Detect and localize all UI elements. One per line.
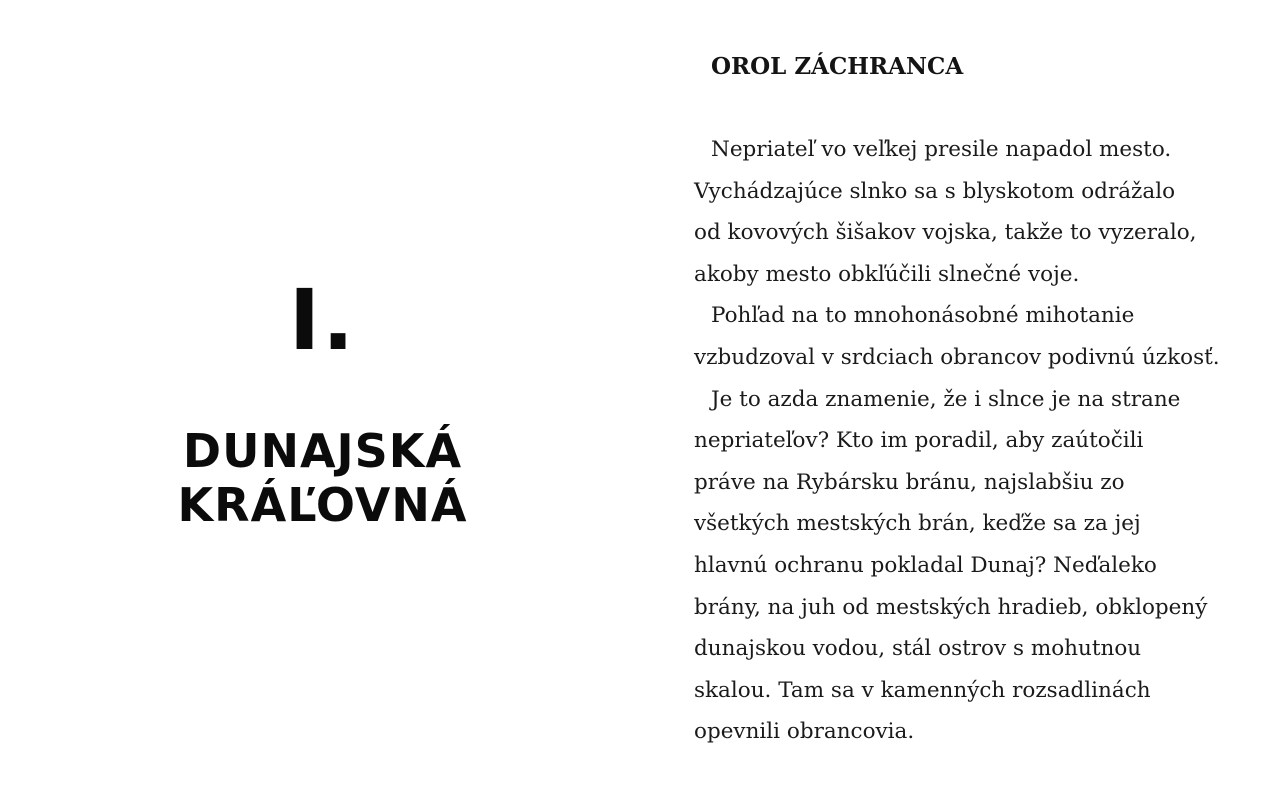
paragraph-line: skalou. Tam sa v kamenných rozsadlinách (694, 677, 1151, 703)
paragraph-line: Vychádzajúce slnko sa s blyskotom odrážalo (694, 178, 1176, 204)
part-title-line: DUNAJSKÁ (182, 424, 463, 478)
paragraph-line: Pohľad na to mnohonásobné mihotanie (711, 303, 1135, 329)
paragraph-line: vzbudzoval v srdciach obrancov podivnú úzkosť. (694, 344, 1220, 370)
chapter-title: OROL ZÁCHRANCA (711, 53, 964, 80)
part-number: I. (288, 271, 357, 369)
right-page (640, 0, 1280, 800)
part-title-line: KRÁĽOVNÁ (177, 478, 468, 532)
part-title (0, 424, 645, 532)
paragraph-line: dunajskou vodou, stál ostrov s mohutnou (694, 636, 1142, 662)
paragraph-line: práve na Rybársku bránu, najslabšiu zo (694, 469, 1125, 495)
paragraph-line: Je to azda znamenie, že i slnce je na strane (711, 386, 1181, 412)
paragraph-line: hlavnú ochranu pokladal Dunaj? Neďaleko (694, 552, 1157, 578)
chapter-body (694, 129, 1254, 753)
paragraph-line: opevnili obrancovia. (694, 719, 915, 745)
paragraph-line: akoby mesto obkľúčili slnečné voje. (694, 261, 1080, 287)
paragraph-line: brány, na juh od mestských hradieb, obklopený (694, 594, 1208, 620)
paragraph-line: všetkých mestských brán, keďže sa za jej (694, 511, 1141, 537)
paragraph-line: nepriateľov? Kto im poradil, aby zaútočili (694, 428, 1144, 454)
paragraph-line: Nepriateľ vo veľkej presile napadol mesto. (711, 137, 1172, 162)
paragraph-line: od kovových šišakov vojska, takže to vyzeralo, (694, 220, 1197, 246)
